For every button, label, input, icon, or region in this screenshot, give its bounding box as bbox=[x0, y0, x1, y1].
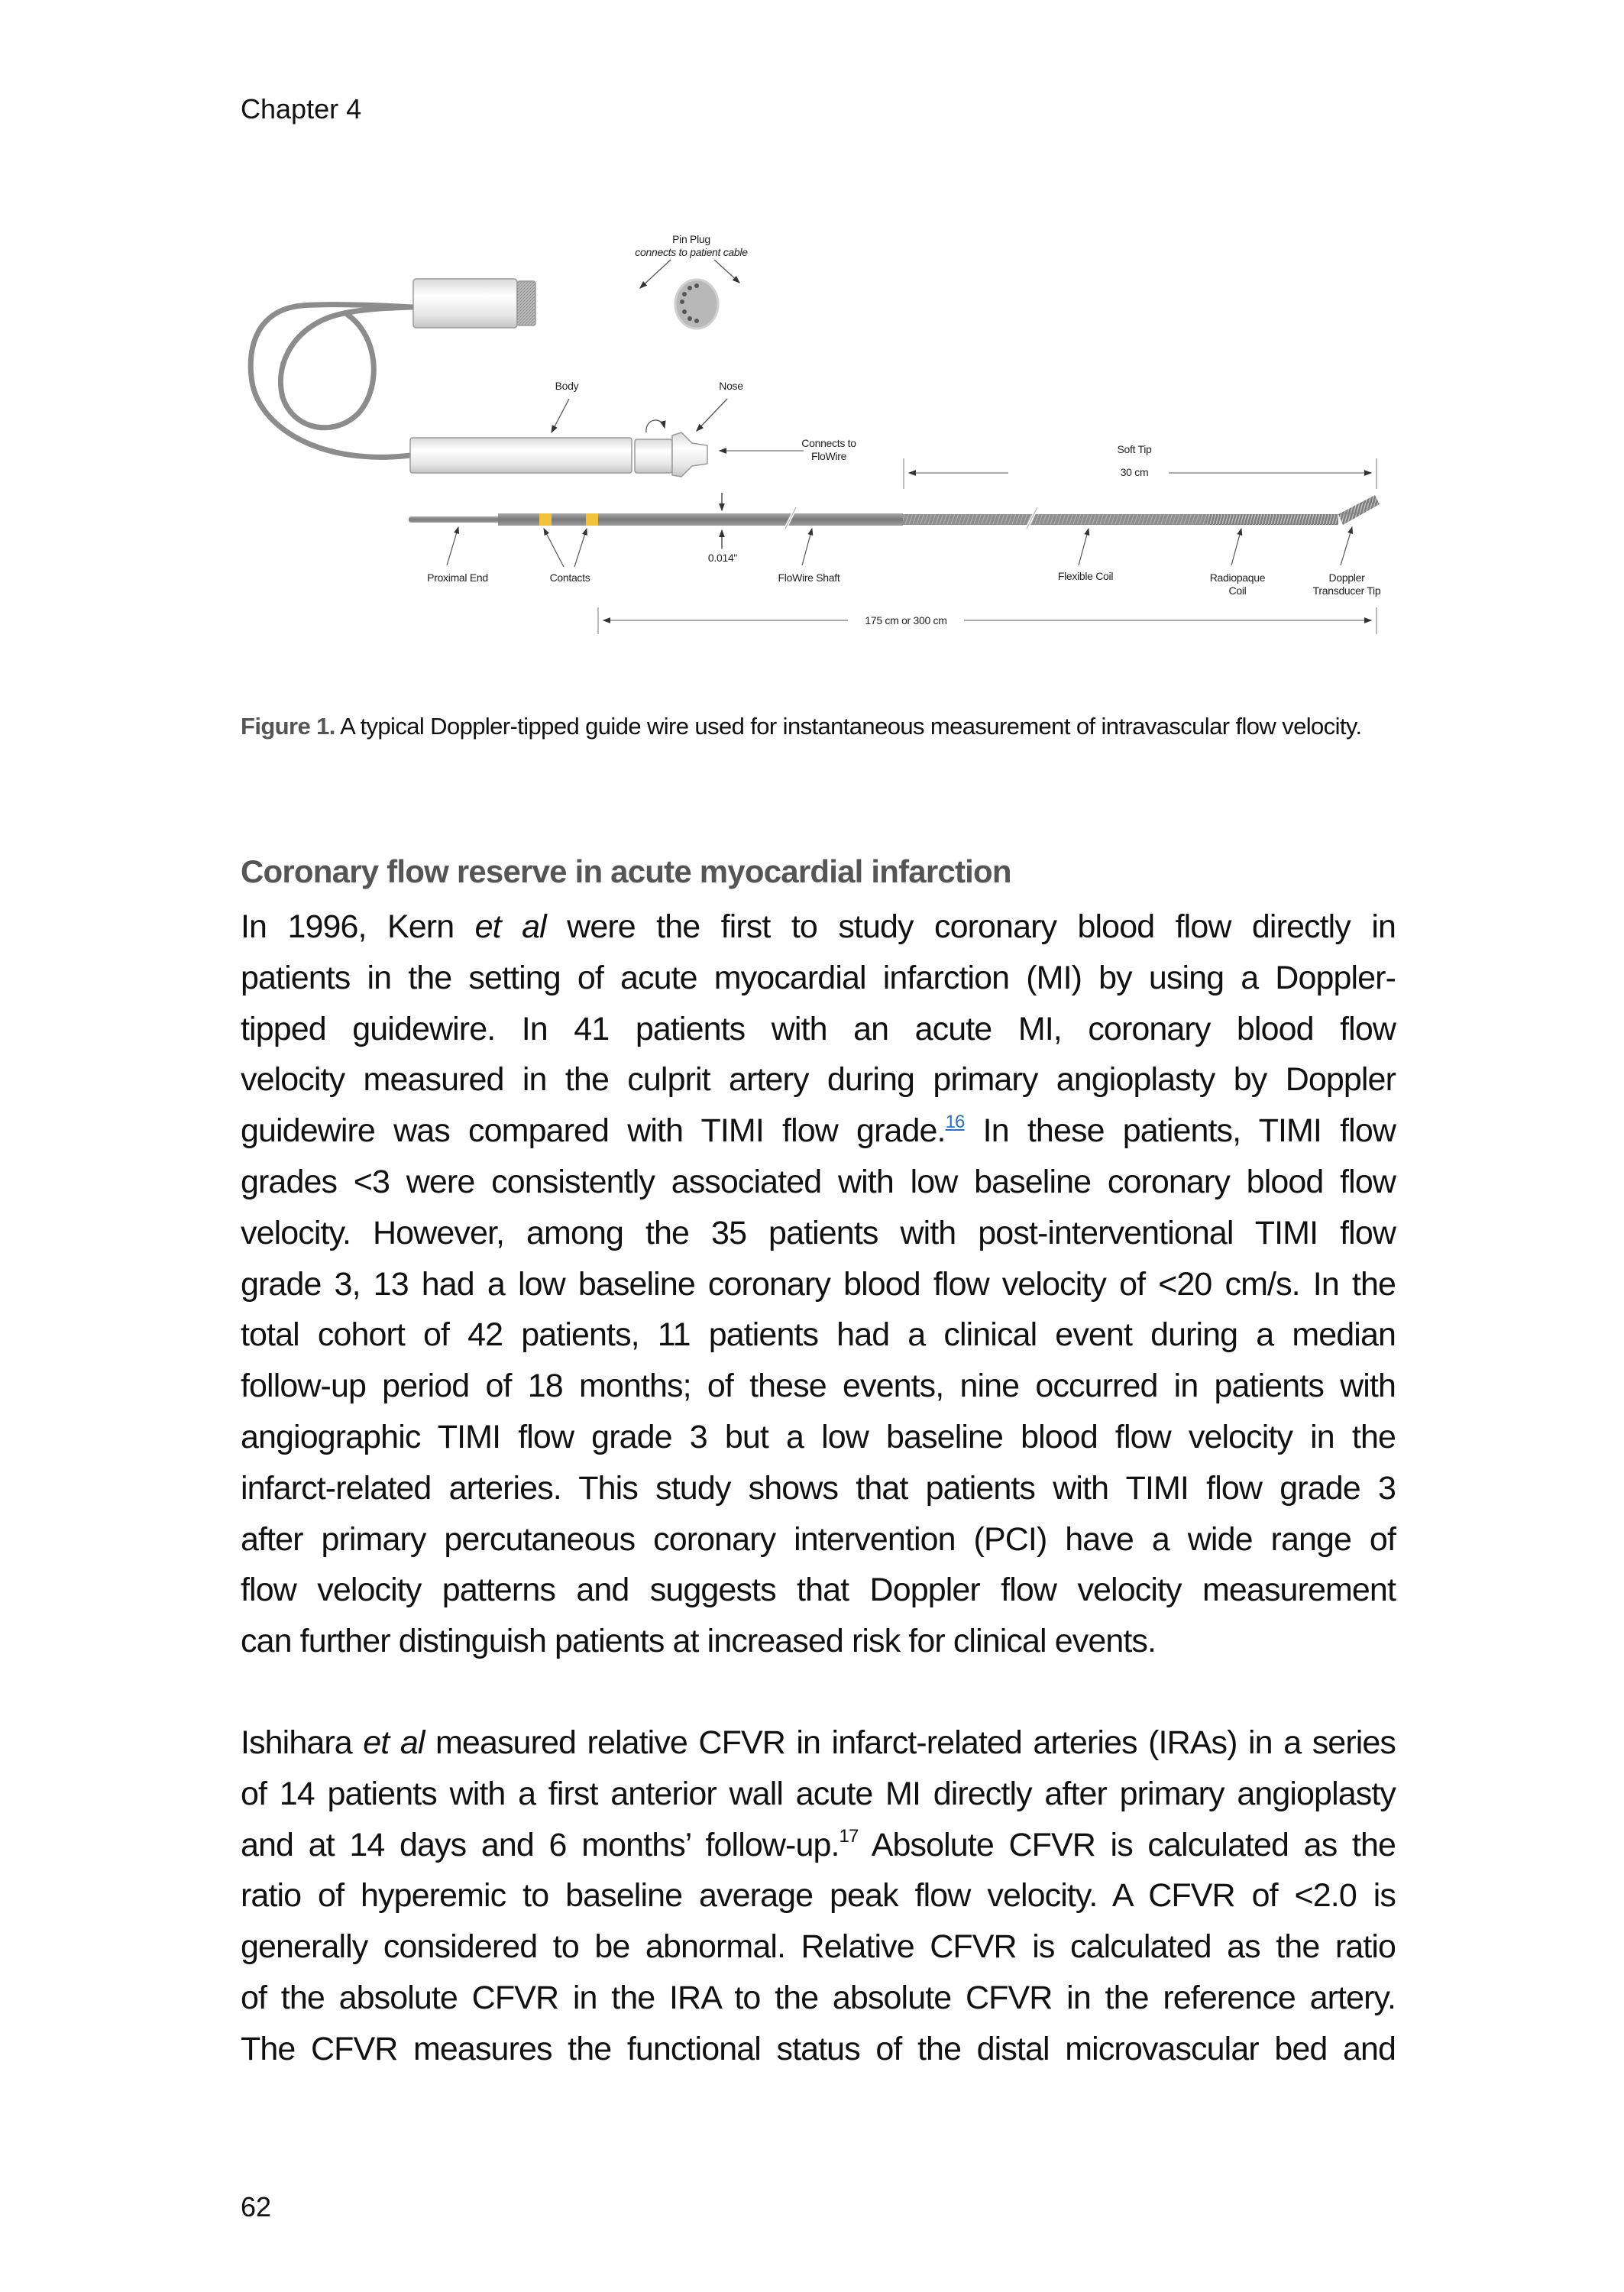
text-line: total cohort of 42 patients, 11 patients had a clinical event during a median bbox=[241, 1316, 1396, 1354]
text-line: velocity measured in the culprit artery during primary angioplasty by Doppler bbox=[241, 1061, 1396, 1099]
pin-plug-connector bbox=[413, 279, 535, 328]
text-line: and at 14 days and 6 months’ follow-up.$^{17}$ Absolute CFVR is calculated as the bbox=[241, 1825, 1396, 1863]
figure-doppler-guidewire bbox=[0, 0, 1624, 672]
label-pin-plug-sub: connects to patient cable bbox=[635, 246, 748, 258]
text-line: tipped guidewire. In 41 patients with an acute MI, coronary blood flow bbox=[241, 1010, 1396, 1047]
text-line: of 14 patients with a first anterior wall acute MI directly after primary angioplasty bbox=[241, 1775, 1396, 1812]
text-line: of the absolute CFVR in the IRA to the absolute CFVR in the reference artery. bbox=[241, 1979, 1396, 2016]
handle-body bbox=[410, 432, 707, 477]
label-radiopaque-coil: Coil bbox=[1228, 584, 1247, 597]
figure-caption-text: A typical Doppler-tipped guide wire used for instantaneous measurement of intravascular flow velocity. bbox=[335, 713, 1362, 740]
label-connects-to: Connects to bbox=[801, 437, 856, 449]
label-pin-plug: Pin Plug bbox=[672, 233, 710, 245]
label-flowire-shaft: FloWire Shaft bbox=[778, 571, 840, 584]
page-header-chapter: Chapter 4 bbox=[241, 93, 362, 125]
text-line: can further distinguish patients at increased risk for clinical events. bbox=[241, 1623, 1157, 1660]
text-line: guidewire was compared with TIMI flow grade.$^{16}$ In these patients, TIMI flow bbox=[241, 1112, 1396, 1150]
reference-17: 17 bbox=[839, 1825, 859, 1847]
text-line: grade 3, 13 had a low baseline coronary blood flow velocity of <20 cm/s. In the bbox=[241, 1265, 1396, 1303]
label-diameter: 0.014" bbox=[707, 552, 738, 564]
figure-caption bbox=[241, 709, 1396, 744]
label-total-length: 175 cm or 300 cm bbox=[865, 614, 947, 626]
text-line: infarct-related arteries. This study shows that patients with TIMI flow grade 3 bbox=[241, 1469, 1396, 1507]
text-line: follow-up period of 18 months; of these events, nine occurred in patients with bbox=[241, 1368, 1396, 1405]
text-line: patients in the setting of acute myocardial infarction (MI) by using a Doppler- bbox=[241, 959, 1396, 996]
label-proximal-end: Proximal End bbox=[427, 571, 488, 584]
paragraph-1 bbox=[241, 902, 1396, 1667]
text-line: velocity. However, among the 35 patients with post-interventional TIMI flow bbox=[241, 1214, 1396, 1251]
pin-plug-face bbox=[675, 280, 718, 329]
text-line: Ishihara et al measured relative CFVR in infarct-related arteries (IRAs) in a series bbox=[241, 1724, 1396, 1761]
text-line: generally considered to be abnormal. Relative CFVR is calculated as the ratio bbox=[241, 1928, 1396, 1966]
figure-number: Figure 1. bbox=[241, 713, 335, 740]
guide-wire bbox=[409, 495, 1380, 529]
label-nose: Nose bbox=[719, 380, 743, 392]
label-flowire: FloWire bbox=[810, 450, 847, 462]
page-number: 62 bbox=[241, 2191, 272, 2222]
label-soft-tip-length: 30 cm bbox=[1120, 466, 1149, 478]
text-line: ratio of hyperemic to baseline average peak flow velocity. A CFVR of <2.0 is bbox=[241, 1877, 1396, 1915]
label-contacts: Contacts bbox=[549, 571, 590, 584]
label-doppler: Doppler bbox=[1328, 571, 1365, 584]
text-line: after primary percutaneous coronary intervention (PCI) have a wide range of bbox=[241, 1520, 1396, 1558]
section-heading: Coronary flow reserve in acute myocardial infarction bbox=[241, 853, 1011, 889]
label-body: Body bbox=[555, 380, 579, 392]
text-line: angiographic TIMI flow grade 3 but a low baseline blood flow velocity in the bbox=[241, 1418, 1396, 1455]
label-soft-tip: Soft Tip bbox=[1117, 443, 1152, 455]
cable-loop bbox=[251, 305, 412, 458]
paragraph-2 bbox=[241, 1717, 1396, 2075]
text-line: In 1996, Kern et al were the first to study coronary blood flow directly in bbox=[241, 908, 1396, 945]
label-flexible-coil: Flexible Coil bbox=[1057, 570, 1114, 582]
reference-link-16[interactable]: 16 bbox=[945, 1112, 965, 1133]
text-line: flow velocity patterns and suggests that Doppler flow velocity measurement bbox=[241, 1572, 1396, 1609]
label-radiopaque: Radiopaque bbox=[1209, 571, 1266, 584]
label-transducer-tip: Transducer Tip bbox=[1312, 584, 1381, 597]
text-line: grades <3 were consistently associated with low baseline coronary blood flow bbox=[241, 1163, 1396, 1200]
text-line: The CFVR measures the functional status of the distal microvascular bed and bbox=[241, 2030, 1396, 2067]
